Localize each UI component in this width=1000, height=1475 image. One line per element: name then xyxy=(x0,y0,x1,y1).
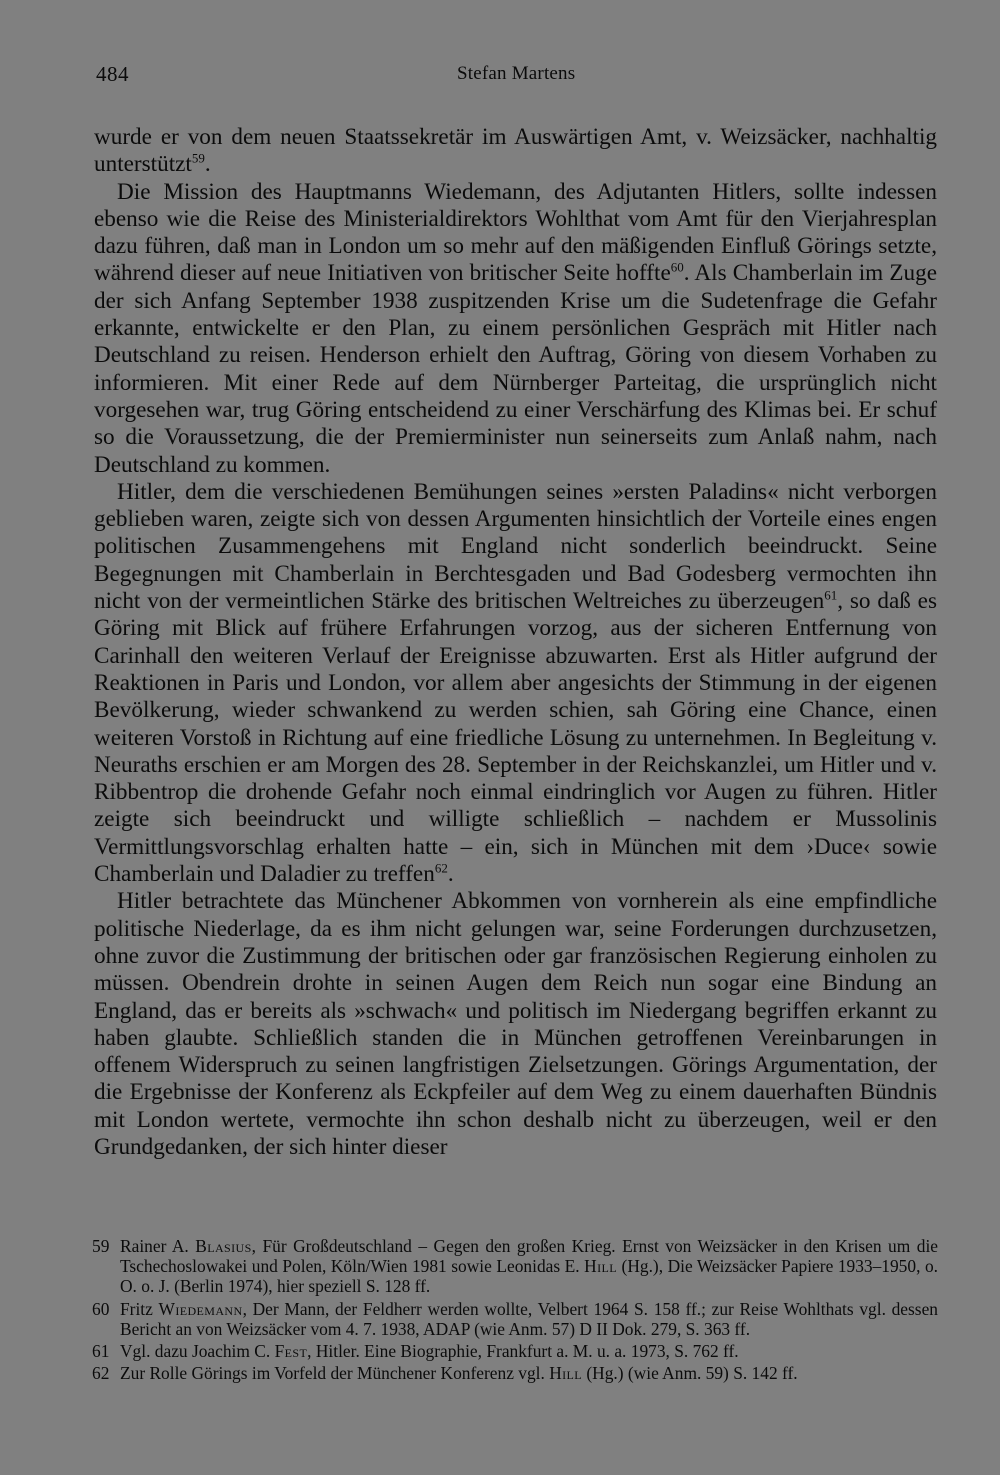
footnote-text xyxy=(120,1299,938,1339)
footnote-ref-62: 62 xyxy=(434,860,448,876)
footnote-text-part: (Hg.), Die Weizsäcker Papiere 1933–1950, o. O. o. J. (Berlin 1974), hier speziell S. 128 ff. xyxy=(120,1256,938,1297)
footnote-60 xyxy=(92,1299,938,1339)
footnote-text-part: , Der Mann, der Feldherr werden wollte, Velbert 1964 S. 158 ff.; zur Reise Wohlthats vgl. dessen Bericht an von Weizsäcker vom 4. 7. 1938, ADAP (wie Anm. 57) D II Dok. 279, S. 363 ff. xyxy=(120,1298,938,1339)
paragraph-1 xyxy=(94,124,937,179)
paragraph-3 xyxy=(94,479,937,888)
footnote-text xyxy=(120,1363,938,1383)
paragraph-text: Hitler betrachtete das Münchener Abkommen von vornherein als eine empfindliche politische Niederlage, da es ihm nicht gelungen war, seine Forderungen durchzusetzen, ohne zuvor die Zustimmung der britischen oder gar französischen Regierung einholen zu müssen. Obendrein drohte in seinen Augen dem Reich nun sogar eine Bindung an England, das er bereits als »schwach« und politisch im Niedergang begriffen erkannt zu haben glaubte. Schließlich standen die in München getroffenen Vereinbarungen in offenem Widerspruch zu seinen langfristigen Zielsetzungen. Görings Argumentation, der die Ergebnisse der Konferenz als Eckpfeiler auf dem Weg zu einem dauerhaften Bündnis mit London wertete, vermochte ihn schon deshalb nicht zu überzeugen, weil er den Grundgedanken, der sich hinter dieser xyxy=(94,888,937,1160)
paragraph-text: . xyxy=(447,861,454,888)
paragraph-text: , so daß es Göring mit Blick auf frühere Erfahrungen vorzog, aus der sicheren Entfernung von Carinhall den weiteren Verlauf der Ereignisse abzuwarten. Erst als Hitler aufgrund der Reaktionen in Paris und London, vor allem aber angesichts der Stimmung in der eigenen Bevölkerung, wieder schwankend zu werden schien, sah Göring eine Chance, einen weiteren Vorstoß in Richtung auf eine friedliche Lösung zu unternehmen. In Begleitung v. Neuraths erschien er am Morgen des 28. September in der Reichskanzlei, um Hitler und v. Ribbentrop die drohende Gefahr noch einmal eindringlich vor Augen zu führen. Hitler zeigte sich beeindruckt und willigte schließlich – nachdem er Mussolinis Vermittlungsvorschlag erhalten hatte – ein, sich in München mit dem ›Duce‹ sowie Chamberlain und Daladier zu treffen xyxy=(94,588,937,888)
paragraph-text: wurde er von dem neuen Staatssekretär im Auswärtigen Amt, v. Weizsäcker, nachhaltig unterstützt xyxy=(94,124,937,178)
paragraph-2 xyxy=(94,179,937,479)
footnote-ref-60: 60 xyxy=(670,259,684,275)
author-name: Wiedemann xyxy=(158,1298,243,1319)
author-name: Blasius xyxy=(195,1236,252,1256)
paragraph-4 xyxy=(94,888,937,1161)
footnote-text xyxy=(120,1236,938,1297)
paragraph-text: . Als Chamberlain im Zuge der sich Anfang September 1938 zuspitzenden Krise um die Sudetenfrage die Gefahr erkannte, entwickelte er den Plan, zu einem persönlichen Gespräch mit Hitler nach Deutschland zu reisen. Henderson erhielt den Auftrag, Göring von diesem Vorhaben zu informieren. Mit einer Rede auf dem Nürnberger Parteitag, die ursprünglich nicht vorgesehen war, trug Göring entscheidend zu einer Verschärfung des Klimas bei. Er schuf so die Voraussetzung, die der Premierminister nun seinerseits zum Anlaß nahm, nach Deutschland zu kommen. xyxy=(94,260,937,478)
author-name: Hill xyxy=(584,1256,617,1277)
paragraph-text: Hitler, dem die verschiedenen Bemühungen seines »ersten Paladins« nicht verborgen geblieben waren, zeigte sich von dessen Argumenten hinsichtlich der Vorteile eines engen politischen Zusammengehens mit England nicht sonderlich beeindruckt. Seine Begegnungen mit Chamberlain in Berchtesgaden und Bad Godesberg vermochten ihn nicht von der vermeintlichen Stärke des britischen Weltreiches zu überzeugen xyxy=(94,478,937,615)
footnote-62 xyxy=(92,1363,938,1383)
footnote-ref-59: 59 xyxy=(191,150,205,166)
paragraph-text: . xyxy=(204,151,211,178)
footnote-ref-61: 61 xyxy=(824,587,838,603)
footnote-text-part: (Hg.) (wie Anm. 59) S. 142 ff. xyxy=(582,1363,798,1384)
footnote-text-part: , Hitler. Eine Biographie, Frankfurt a. M. u. a. 1973, S. 762 ff. xyxy=(307,1341,739,1362)
footnote-text xyxy=(120,1341,938,1361)
footnote-59 xyxy=(92,1236,938,1297)
footnote-61 xyxy=(92,1341,938,1361)
paragraph-text: Die Mission des Hauptmanns Wiedemann, des Adjutanten Hitlers, sollte indessen ebenso wie die Reise des Ministerialdirektors Wohlthat vom Amt für den Vierjahresplan dazu führen, daß man in London um so mehr auf den mäßigenden Einfluß Görings setzte, während dieser auf neue Initiativen von britischer Seite hoffte xyxy=(94,178,937,287)
author-name: Fest xyxy=(274,1341,308,1362)
page-number: 484 xyxy=(96,62,129,86)
author-name: Hill xyxy=(549,1363,583,1384)
footnote-text-part: Rainer A. xyxy=(120,1236,196,1256)
running-head: Stefan Martens xyxy=(457,63,576,84)
footnote-text-part: Zur Rolle Görings im Vorfeld der Münchener Konferenz vgl. xyxy=(120,1363,550,1384)
footnote-number: 61 xyxy=(92,1341,110,1362)
footnote-text-part: Fritz xyxy=(120,1298,159,1319)
body-text xyxy=(94,124,937,1161)
footnotes xyxy=(92,1236,938,1385)
footnote-number: 59 xyxy=(92,1236,110,1256)
footnote-number: 60 xyxy=(92,1298,110,1319)
footnote-text-part: , Für Großdeutschland – Gegen den großen Krieg. Ernst von Weizsäcker in den Krisen um die Tschechoslowakei und Polen, Köln/Wien 1981 sowie Leonidas E. xyxy=(120,1236,938,1277)
footnote-number: 62 xyxy=(92,1363,110,1384)
footnote-text-part: Vgl. dazu Joachim C. xyxy=(120,1341,275,1362)
